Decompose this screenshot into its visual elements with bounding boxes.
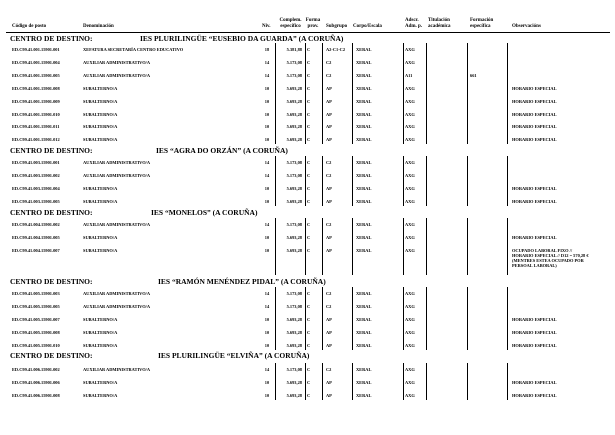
cell-sub: AP	[326, 124, 332, 129]
cell-obs: HORARIO ESPECIAL	[512, 199, 557, 204]
cell-corpo: XERAL	[356, 367, 372, 372]
cell-obs: HORARIO ESPECIAL	[512, 99, 557, 104]
cell-sub: AP	[326, 380, 332, 385]
cell-forma: C	[307, 393, 311, 398]
table-row	[0, 364, 615, 376]
cell-comp: 5.173,08	[286, 73, 302, 78]
section-label: CENTRO DE DESTINO:	[10, 208, 93, 217]
cell-adsc: AXG	[405, 112, 415, 117]
cell-corpo: XERAL	[356, 304, 372, 309]
cell-niv: 10	[264, 393, 270, 398]
cell-adsc: AXG	[405, 291, 415, 296]
cell-obs: HORARIO ESPECIAL	[512, 235, 557, 240]
cell-comp: 5.693,28	[286, 137, 302, 142]
cell-niv: 14	[264, 60, 270, 65]
cell-code: ED.C99.41.004.15901.002	[12, 222, 60, 227]
cell-comp: 5.173,08	[286, 367, 302, 372]
table-row	[0, 219, 615, 231]
cell-den: SUBALTERNO/A	[83, 86, 118, 91]
cell-adsc: AXG	[405, 235, 415, 240]
cell-sub: AP	[326, 99, 332, 104]
cell-adsc: AXG	[405, 47, 415, 52]
cell-sub: AP	[326, 317, 332, 322]
header-niv: Niv.	[262, 24, 271, 29]
cell-niv: 10	[264, 248, 270, 253]
cell-adsc: AXG	[405, 99, 415, 104]
cell-obs: HORARIO ESPECIAL	[512, 393, 557, 398]
cell-forma: C	[307, 235, 311, 240]
cell-code: ED.C99.41.004.15901.007	[12, 248, 60, 253]
cell-comp: 5.693,28	[286, 86, 302, 91]
cell-den: SUBALTERNO/A	[83, 186, 118, 191]
cell-den: SUBALTERNO/A	[83, 317, 118, 322]
cell-comp: 5.173,08	[286, 160, 302, 165]
cell-corpo: XERAL	[356, 86, 372, 91]
cell-obs-continued: (MENTRES ESTEA OCUPADO POR	[512, 258, 584, 263]
cell-code: ED.C99.41.003.15901.004	[12, 186, 60, 191]
cell-adsc: AXG	[405, 380, 415, 385]
cell-corpo: XERAL	[356, 343, 372, 348]
cell-comp: 5.693,28	[286, 393, 302, 398]
cell-sub: C2	[326, 291, 332, 296]
cell-niv: 10	[264, 330, 270, 335]
cell-den: AUXILIAR ADMINISTRATIVO/A	[83, 73, 151, 78]
cell-obs: HORARIO ESPECIAL	[512, 330, 557, 335]
cell-den: SUBALTERNO/A	[83, 343, 118, 348]
header-complem-1: Complem.	[279, 18, 302, 23]
cell-code: ED.C99.41.005.15901.010	[12, 343, 60, 348]
cell-forma: C	[307, 380, 311, 385]
section-label: CENTRO DE DESTINO:	[10, 277, 93, 286]
cell-den: SUBALTERNO/A	[83, 199, 118, 204]
cell-forma: C	[307, 330, 311, 335]
cell-niv: 14	[264, 173, 270, 178]
cell-comp: 5.173,08	[286, 291, 302, 296]
header-forma-1: Forma	[305, 18, 321, 23]
cell-forma: C	[307, 186, 311, 191]
cell-forma: C	[307, 222, 311, 227]
cell-sub: AP	[326, 186, 332, 191]
cell-code: ED.C99.41.005.15901.005	[12, 304, 60, 309]
cell-adsc: AXG	[405, 160, 415, 165]
cell-obs: HORARIO ESPECIAL	[512, 86, 557, 91]
cell-adsc: AXG	[405, 317, 415, 322]
table-row	[0, 196, 615, 208]
cell-code: ED.C99.41.003.15901.002	[12, 173, 60, 178]
cell-comp: 5.173,08	[286, 173, 302, 178]
cell-corpo: XERAL	[356, 47, 372, 52]
cell-corpo: XERAL	[356, 235, 372, 240]
table-row	[0, 377, 615, 389]
cell-comp: 5.693,28	[286, 124, 302, 129]
cell-niv: 10	[264, 199, 270, 204]
cell-adsc: AXG	[405, 186, 415, 191]
cell-den: AUXILIAR ADMINISTRATIVO/A	[83, 222, 151, 227]
cell-forma: C	[307, 60, 311, 65]
cell-forma: C	[307, 73, 311, 78]
cell-code: ED.C99.41.006.15901.006	[12, 380, 60, 385]
cell-niv: 10	[264, 380, 270, 385]
cell-comp: 5.693,28	[286, 330, 302, 335]
cell-corpo: XERAL	[356, 99, 372, 104]
cell-sub: C2	[326, 60, 332, 65]
cell-den: AUXILIAR ADMINISTRATIVO/A	[83, 367, 151, 372]
cell-comp: 5.173,08	[286, 304, 302, 309]
cell-code: ED.C99.41.001.15901.004	[12, 60, 60, 65]
cell-adsc: AXG	[405, 124, 415, 129]
table-row	[0, 44, 615, 56]
cell-comp: 5.693,28	[286, 380, 302, 385]
cell-adsc: AXG	[405, 343, 415, 348]
cell-code: ED.C99.41.001.15901.011	[12, 124, 60, 129]
table-row	[0, 170, 615, 182]
section-label: CENTRO DE DESTINO:	[10, 146, 93, 155]
cell-sub: AP	[326, 393, 332, 398]
header-codigo: Código de posto	[12, 24, 47, 29]
section-title: IES “AGRA DO ORZÁN” (A CORUÑA)	[156, 146, 288, 155]
cell-code: ED.C99.41.003.15901.005	[12, 199, 60, 204]
table-row	[0, 390, 615, 402]
table-row	[0, 109, 615, 121]
cell-sub: AP	[326, 112, 332, 117]
cell-niv: 10	[264, 317, 270, 322]
cell-obs: HORARIO ESPECIAL	[512, 137, 557, 142]
cell-den: SUBALTERNO/A	[83, 99, 118, 104]
cell-forma: C	[307, 304, 311, 309]
table-row	[0, 301, 615, 313]
cell-sub: AP	[326, 235, 332, 240]
header-denominacion: Denominación	[83, 24, 114, 29]
cell-code: ED.C99.41.001.15901.008	[12, 86, 60, 91]
cell-forma: C	[307, 173, 311, 178]
section-label: CENTRO DE DESTINO:	[10, 351, 93, 360]
cell-obs: HORARIO ESPECIAL	[512, 343, 557, 348]
cell-den: SUBALTERNO/A	[83, 112, 118, 117]
section-title: IES PLURILINGÜE “EUSEBIO DA GUARDA” (A CORUÑA)	[140, 34, 344, 43]
cell-code: ED.C99.41.006.15901.002	[12, 367, 60, 372]
cell-obs: HORARIO ESPECIAL	[512, 124, 557, 129]
cell-obs: HORARIO ESPECIAL	[512, 112, 557, 117]
header-adscr-1: Adscr.	[405, 18, 419, 23]
cell-code: ED.C99.41.006.15901.008	[12, 393, 60, 398]
cell-corpo: XERAL	[356, 160, 372, 165]
cell-niv: 14	[264, 160, 270, 165]
cell-sub: C2	[326, 73, 332, 78]
cell-den: AUXILIAR ADMINISTRATIVO/A	[83, 304, 151, 309]
cell-code: ED.C99.41.004.15901.005	[12, 235, 60, 240]
cell-obs-continued: HORARIO ESPECIAL // D12 = 570,28 €	[512, 253, 589, 258]
cell-obs: HORARIO ESPECIAL	[512, 317, 557, 322]
cell-den: AUXILIAR ADMINISTRATIVO/A	[83, 160, 151, 165]
cell-comp: 5.693,28	[286, 248, 302, 253]
table-row	[0, 245, 615, 268]
cell-comp: 5.693,28	[286, 186, 302, 191]
cell-forma: C	[307, 99, 311, 104]
cell-den: SUBALTERNO/A	[83, 235, 118, 240]
cell-niv: 10	[264, 99, 270, 104]
cell-niv: 10	[264, 186, 270, 191]
cell-niv: 14	[264, 222, 270, 227]
cell-obs-continued: PERSOAL LABORAL)	[512, 263, 557, 268]
section-heading	[10, 146, 288, 155]
section-label: CENTRO DE DESTINO:	[10, 34, 93, 43]
header-rule	[6, 32, 610, 33]
cell-den: SUBALTERNO/A	[83, 380, 118, 385]
cell-niv: 10	[264, 235, 270, 240]
cell-niv: 14	[264, 291, 270, 296]
cell-comp: 5.173,08	[286, 60, 302, 65]
cell-adsc: AXG	[405, 393, 415, 398]
header-forma-2: prov.	[307, 24, 319, 29]
cell-adsc: AXG	[405, 199, 415, 204]
cell-forma: C	[307, 291, 311, 296]
cell-code: ED.C99.41.001.15901.009	[12, 99, 60, 104]
cell-niv: 18	[264, 47, 270, 52]
cell-adsc: A11	[405, 73, 413, 78]
table-row	[0, 288, 615, 300]
cell-forma: C	[307, 367, 311, 372]
table-row	[0, 83, 615, 95]
table-row	[0, 57, 615, 69]
cell-adsc: AXG	[405, 367, 415, 372]
cell-adsc: AXG	[405, 222, 415, 227]
cell-sub: C2	[326, 367, 332, 372]
cell-sub: C2	[326, 160, 332, 165]
section-title: IES “RAMÓN MENÉNDEZ PIDAL” (A CORUÑA)	[158, 277, 326, 286]
cell-comp: 5.381,88	[286, 47, 302, 52]
cell-den: SUBALTERNO/A	[83, 124, 118, 129]
cell-forma: C	[307, 47, 311, 52]
cell-corpo: XERAL	[356, 60, 372, 65]
cell-niv: 14	[264, 304, 270, 309]
header-complem-2: específico	[280, 24, 301, 29]
header-formacion-1: Formación	[470, 18, 494, 23]
cell-obs: OCUPADO LABORAL FIXO //	[512, 248, 573, 253]
cell-den: SUBALTERNO/A	[83, 248, 118, 253]
cell-corpo: XERAL	[356, 186, 372, 191]
header-titulacion-2: académica	[428, 24, 451, 29]
cell-corpo: XERAL	[356, 73, 372, 78]
cell-den: XEFATURA SECRETARÍA CENTRO EDUCATIVO	[83, 47, 184, 52]
cell-niv: 14	[264, 367, 270, 372]
cell-den: AUXILIAR ADMINISTRATIVO/A	[83, 173, 151, 178]
cell-sub: C2	[326, 304, 332, 309]
cell-sub: AP	[326, 248, 332, 253]
cell-corpo: XERAL	[356, 380, 372, 385]
cell-den: SUBALTERNO/A	[83, 137, 118, 142]
cell-comp: 5.693,28	[286, 99, 302, 104]
cell-adsc: AXG	[405, 60, 415, 65]
section-title: IES PLURILINGÜE “ELVIÑA” (A CORUÑA)	[158, 351, 310, 360]
cell-adsc: AXG	[405, 330, 415, 335]
cell-corpo: XERAL	[356, 222, 372, 227]
cell-corpo: XERAL	[356, 248, 372, 253]
cell-forma: C	[307, 160, 311, 165]
cell-den: SUBALTERNO/A	[83, 330, 118, 335]
cell-sub: A2-C1-C2	[326, 47, 346, 52]
cell-sub: AP	[326, 137, 332, 142]
header-subgrupo: Subgrupo	[326, 24, 348, 29]
cell-corpo: XERAL	[356, 330, 372, 335]
table-row	[0, 314, 615, 326]
table-row	[0, 134, 615, 146]
header-adscr-2: Adm. p.	[405, 24, 423, 29]
cell-corpo: XERAL	[356, 173, 372, 178]
cell-forma: C	[307, 248, 311, 253]
cell-corpo: XERAL	[356, 291, 372, 296]
header-titulacion-1: Titulación	[428, 18, 450, 23]
cell-code: ED.C99.41.001.15901.001	[12, 47, 60, 52]
cell-adsc: AXG	[405, 304, 415, 309]
cell-comp: 5.693,28	[286, 112, 302, 117]
table-row	[0, 183, 615, 195]
cell-code: ED.C99.41.003.15901.001	[12, 160, 60, 165]
cell-obs: HORARIO ESPECIAL	[512, 186, 557, 191]
cell-formesp: 661	[470, 73, 477, 78]
cell-code: ED.C99.41.001.15901.010	[12, 112, 60, 117]
cell-sub: AP	[326, 86, 332, 91]
cell-niv: 10	[264, 343, 270, 348]
cell-forma: C	[307, 112, 311, 117]
section-heading	[10, 208, 258, 217]
section-heading	[10, 277, 326, 286]
section-heading	[10, 351, 310, 360]
table-row	[0, 232, 615, 244]
cell-den: SUBALTERNO/A	[83, 393, 118, 398]
section-heading	[10, 34, 344, 43]
cell-sub: C2	[326, 222, 332, 227]
header-corpo: Corpo/Escala	[353, 24, 382, 29]
cell-forma: C	[307, 343, 311, 348]
cell-sub: AP	[326, 343, 332, 348]
cell-code: ED.C99.41.001.15901.005	[12, 73, 60, 78]
cell-niv: 10	[264, 112, 270, 117]
cell-adsc: AXG	[405, 137, 415, 142]
cell-code: ED.C99.41.005.15901.007	[12, 317, 60, 322]
section-title: IES “MONELOS” (A CORUÑA)	[151, 208, 258, 217]
cell-forma: C	[307, 124, 311, 129]
cell-adsc: AXG	[405, 86, 415, 91]
cell-code: ED.C99.41.005.15901.003	[12, 291, 60, 296]
cell-code: ED.C99.41.005.15901.008	[12, 330, 60, 335]
cell-forma: C	[307, 317, 311, 322]
table-row	[0, 96, 615, 108]
cell-comp: 5.693,28	[286, 317, 302, 322]
cell-obs: HORARIO ESPECIAL	[512, 380, 557, 385]
table-row	[0, 70, 615, 82]
cell-corpo: XERAL	[356, 137, 372, 142]
cell-sub: C2	[326, 173, 332, 178]
cell-niv: 10	[264, 137, 270, 142]
cell-corpo: XERAL	[356, 124, 372, 129]
cell-den: AUXILIAR ADMINISTRATIVO/A	[83, 60, 151, 65]
cell-corpo: XERAL	[356, 393, 372, 398]
cell-sub: AP	[326, 330, 332, 335]
cell-forma: C	[307, 199, 311, 204]
cell-forma: C	[307, 137, 311, 142]
cell-comp: 5.173,08	[286, 222, 302, 227]
cell-niv: 14	[264, 73, 270, 78]
cell-niv: 10	[264, 86, 270, 91]
cell-sub: AP	[326, 199, 332, 204]
header-observacions: Observacións	[512, 24, 541, 29]
cell-corpo: XERAL	[356, 199, 372, 204]
cell-comp: 5.693,28	[286, 343, 302, 348]
cell-adsc: AXG	[405, 248, 415, 253]
cell-corpo: XERAL	[356, 112, 372, 117]
header-formacion-2: específica	[470, 24, 491, 29]
table-row	[0, 121, 615, 133]
cell-comp: 5.693,28	[286, 199, 302, 204]
cell-corpo: XERAL	[356, 317, 372, 322]
cell-den: AUXILIAR ADMINISTRATIVO/A	[83, 291, 151, 296]
cell-niv: 10	[264, 124, 270, 129]
cell-forma: C	[307, 86, 311, 91]
table-row	[0, 327, 615, 339]
cell-code: ED.C99.41.001.15901.012	[12, 137, 60, 142]
cell-adsc: AXG	[405, 173, 415, 178]
cell-comp: 5.693,28	[286, 235, 302, 240]
table-row	[0, 157, 615, 169]
